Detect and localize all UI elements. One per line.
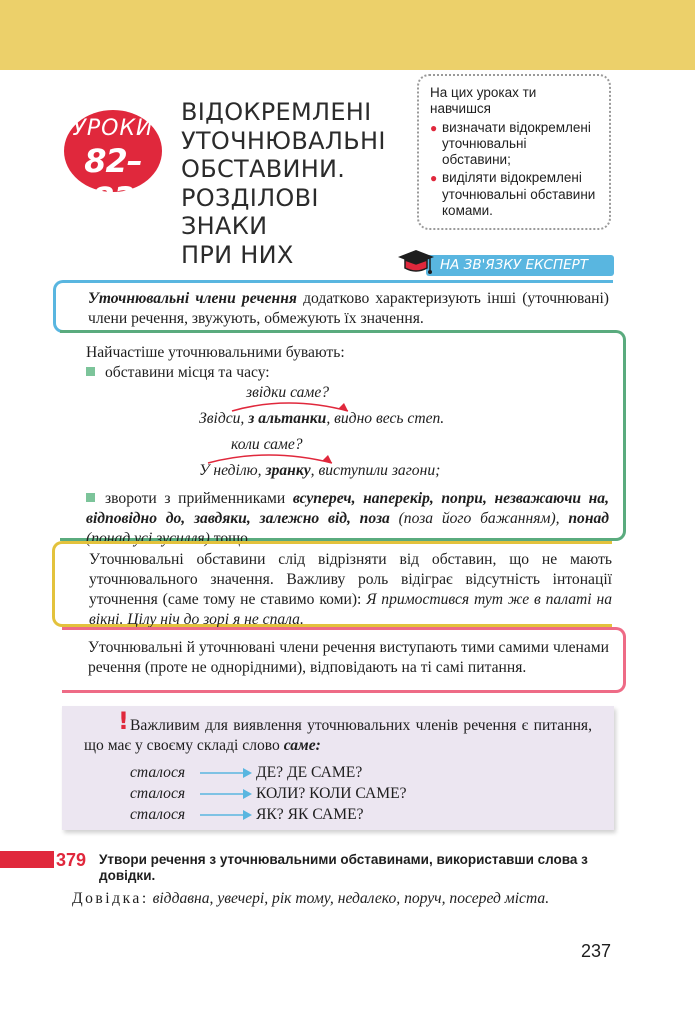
example-sentence: Звідси, з альтанки, видно весь степ. xyxy=(199,410,445,427)
arrow-right-icon xyxy=(200,809,252,821)
row-question: ДЕ? ДЕ САМЕ? xyxy=(256,763,363,781)
list-item: звороти з прийменниками всупереч, наперекір, попри, незважаючи на, відповідно до, завдяки, залежно від, поза (поза його бажанням), понад (понад усі зусилля) тощо. xyxy=(86,490,610,547)
rule-box-function xyxy=(62,627,626,693)
page-title xyxy=(181,98,406,269)
square-bullet-icon xyxy=(86,367,95,376)
graduation-cap-icon xyxy=(396,247,436,277)
list-text: обставини місця та часу: xyxy=(105,364,270,381)
lesson-badge xyxy=(64,110,162,218)
rule-example: Я примостився тут же в палаті на вікні. Цілу ніч до зорі я не спала. xyxy=(89,591,612,628)
example-block xyxy=(86,435,609,485)
exercise-marker-bar xyxy=(0,851,54,868)
example-block xyxy=(86,383,609,435)
rule-box-distinction xyxy=(52,541,612,627)
exercise-number: 379 xyxy=(56,850,87,870)
title-line: РОЗДІЛОВІ ЗНАКИ xyxy=(181,183,319,240)
example-sentence: У неділю, зранку, виступили загони; xyxy=(199,462,441,479)
question-row xyxy=(130,783,592,804)
question-list xyxy=(130,762,592,825)
expert-label: НА ЗВ'ЯЗКУ ЕКСПЕРТ xyxy=(426,255,614,276)
rule-text: Уточнювальні обставини слід відрізняти від обставин, що не мають уточнювального значення. Важливу роль відіграє відсутність інтонації уточнення (саме тому не ставимо коми): xyxy=(89,551,612,608)
arrow-right-icon xyxy=(200,767,252,779)
badge-number: 82–83 xyxy=(84,142,142,218)
title-line: ОБСТАВИНИ. xyxy=(181,155,346,183)
title-line: УТОЧНЮВАЛЬНІ xyxy=(181,126,386,155)
exercise-task: Утвори речення з уточнювальними обставинами, використавши слова з довідки. xyxy=(99,852,588,883)
arrow-right-icon xyxy=(200,788,252,800)
exclamation-icon: ! xyxy=(118,707,129,735)
rule-intro: Найчастіше уточнювальними бувають: xyxy=(86,344,345,361)
rule-box-definition xyxy=(53,280,613,333)
exercise-hint xyxy=(72,889,614,909)
list-item xyxy=(86,363,609,383)
note-text: Важливим для виявлення уточнювальних членів речення є питання, що має у своєму складі слово саме: xyxy=(84,717,592,754)
question-label: звідки саме? xyxy=(246,384,330,401)
question-row xyxy=(130,762,592,783)
bullet-icon: ● xyxy=(430,171,438,186)
goal-text: визначати відокремлені уточнювальні обставини; xyxy=(442,119,591,168)
question-row xyxy=(130,804,592,825)
badge-label: УРОКИ xyxy=(72,116,154,141)
title-line: ВІДОКРЕМЛЕНІ xyxy=(181,98,372,126)
important-note-box xyxy=(62,706,614,830)
hint-words: віддавна, увечері, рік тому, недалеко, поруч, посеред міста. xyxy=(152,890,550,907)
goals-intro: На цих уроках ти навчишся xyxy=(430,85,537,117)
row-word: сталося xyxy=(130,784,186,802)
bullet-icon: ● xyxy=(430,120,438,135)
row-question: ЯК? ЯК САМЕ? xyxy=(256,805,364,823)
page-number: 237 xyxy=(581,941,612,961)
rule-text: Уточнювальні й уточнювані члени речення виступають тими самими членами речення (проте не однорідними), відповідають на ті самі питання. xyxy=(88,639,609,676)
expert-banner xyxy=(396,253,614,277)
goal-text: виділяти відокремлені уточнювальні обставини комами. xyxy=(442,170,596,219)
row-question: КОЛИ? КОЛИ САМЕ? xyxy=(256,784,407,802)
question-label: коли саме? xyxy=(231,436,303,453)
row-word: сталося xyxy=(130,805,186,823)
title-line: ПРИ НИХ xyxy=(181,240,294,269)
rule-box-types xyxy=(60,330,626,547)
lesson-goals-box xyxy=(417,74,611,230)
top-color-bar xyxy=(0,0,695,70)
term: Уточнювальні члени речення xyxy=(88,290,297,307)
hint-label: Довідка: xyxy=(72,890,149,907)
rule-text: додатково характеризують інші (уточнювані) члени речення, звужують, обмежують їх значення. xyxy=(88,290,609,327)
goal-item xyxy=(430,120,599,169)
row-word: сталося xyxy=(130,763,186,781)
goal-item xyxy=(430,170,599,219)
square-bullet-icon xyxy=(86,493,95,502)
